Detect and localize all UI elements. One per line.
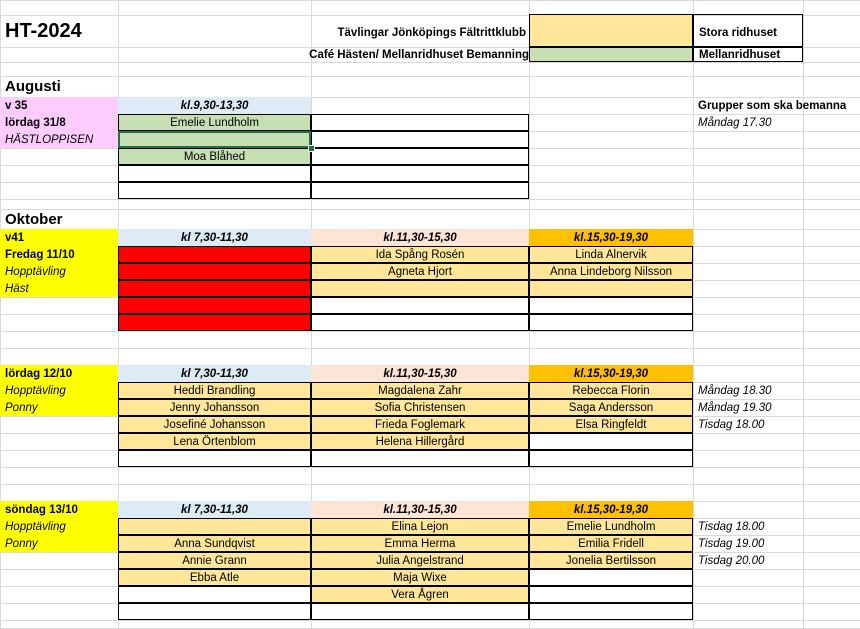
fredag-slot[interactable] (118, 297, 311, 314)
augusti-slot-empty[interactable] (311, 114, 529, 131)
fredag-slot[interactable] (118, 314, 311, 331)
sondag-slot[interactable]: Jonelia Bertilsson (529, 552, 693, 569)
sondag-slot[interactable]: Elina Lejon (311, 518, 529, 535)
lordag-event1: Hopptävling (5, 384, 66, 397)
sondag-slot[interactable] (529, 586, 693, 603)
sondag-slot[interactable] (118, 518, 311, 535)
sondag-slot[interactable]: Julia Angelstrand (311, 552, 529, 569)
legend-cafe-label: Café Hästen/ Mellanridhuset Bemanning (309, 48, 529, 61)
lordag-slot[interactable]: Heddi Brandling (118, 382, 311, 399)
fill-handle[interactable] (308, 145, 315, 152)
fredag-slot[interactable] (311, 280, 529, 297)
groups-heading: Grupper som ska bemanna (698, 99, 847, 112)
fredag-slot[interactable]: Linda Alnervik (529, 246, 693, 263)
fredag-slot[interactable]: Agneta Hjort (311, 263, 529, 280)
lordag-slot[interactable]: Sofia Christensen (311, 399, 529, 416)
sheet-title: HT-2024 (5, 19, 82, 42)
lordag-slot[interactable]: Helena Hillergård (311, 433, 529, 450)
lordag-slot[interactable]: Frieda Foglemark (311, 416, 529, 433)
lordag-slot[interactable]: Lena Örtenblom (118, 433, 311, 450)
sondag-slot[interactable]: Annie Grann (118, 552, 311, 569)
lordag-day: lördag 12/10 (5, 367, 73, 380)
fredag-slot[interactable] (118, 280, 311, 297)
sondag-event2: Ponny (5, 537, 38, 550)
fredag-slot[interactable] (118, 263, 311, 280)
sondag-time-header: kl.15,30-19,30 (529, 501, 693, 518)
lordag-event2: Ponny (5, 401, 38, 414)
section-augusti: Augusti (5, 78, 61, 95)
sondag-slot[interactable] (529, 569, 693, 586)
lordag-slot[interactable]: Magdalena Zahr (311, 382, 529, 399)
fredag-time-header: kl.15,30-19,30 (529, 229, 693, 246)
augusti-slot-empty[interactable] (311, 182, 529, 199)
lordag-slot[interactable]: Rebecca Florin (529, 382, 693, 399)
legend-stora-label: Stora ridhuset (693, 14, 803, 47)
augusti-slot-empty[interactable] (311, 165, 529, 182)
fredag-time-header: kl.11,30-15,30 (311, 229, 529, 246)
fredag-slot[interactable] (118, 246, 311, 263)
fredag-slot[interactable] (529, 280, 693, 297)
fredag-event1: Hopptävling (5, 265, 66, 278)
lordag-slot[interactable]: Saga Andersson (529, 399, 693, 416)
augusti-slot-empty[interactable] (311, 131, 529, 148)
lordag-time-header: kl.15,30-19,30 (529, 365, 693, 382)
lordag-time-header: kl 7,30-11,30 (118, 365, 311, 382)
augusti-event: HÄSTLOPPISEN (5, 133, 94, 146)
fredag-slot[interactable] (311, 314, 529, 331)
fredag-day: Fredag 11/10 (5, 248, 75, 261)
sondag-slot[interactable]: Ebba Atle (118, 569, 311, 586)
lordag-slot[interactable] (311, 450, 529, 467)
lordag-group-time: Tisdag 18.00 (698, 418, 765, 431)
augusti-time-header: kl.9,30-13,30 (118, 97, 311, 114)
legend-mellan-label: Mellanridhuset (693, 47, 803, 62)
sondag-slot[interactable] (118, 586, 311, 603)
lordag-slot[interactable] (529, 433, 693, 450)
sondag-group-time: Tisdag 19.00 (698, 537, 765, 550)
sondag-slot[interactable]: Emelie Lundholm (529, 518, 693, 535)
augusti-slot-empty[interactable] (311, 148, 529, 165)
lordag-slot[interactable]: Josefiné Johansson (118, 416, 311, 433)
fredag-event2: Häst (5, 282, 29, 295)
sondag-time-header: kl 7,30-11,30 (118, 501, 311, 518)
sondag-slot[interactable]: Anna Sundqvist (118, 535, 311, 552)
augusti-slot[interactable] (118, 131, 311, 148)
legend-stora-swatch[interactable] (529, 14, 693, 47)
fredag-slot[interactable] (311, 297, 529, 314)
sondag-slot[interactable] (529, 603, 693, 620)
fredag-slot[interactable]: Anna Lindeborg Nilsson (529, 263, 693, 280)
sondag-slot[interactable] (311, 603, 529, 620)
legend-comp-label: Tävlingar Jönköpings Fältrittklubb (337, 26, 526, 39)
sondag-group-time: Tisdag 18.00 (698, 520, 765, 533)
augusti-week: v 35 (5, 99, 28, 112)
lordag-slot[interactable] (118, 450, 311, 467)
fredag-week: v41 (5, 231, 25, 244)
fredag-slot[interactable] (529, 314, 693, 331)
sondag-slot[interactable]: Emma Herma (311, 535, 529, 552)
lordag-group-time: Måndag 19.30 (698, 401, 772, 414)
sondag-slot[interactable] (118, 603, 311, 620)
sondag-slot[interactable]: Vera Ågren (311, 586, 529, 603)
fredag-slot[interactable] (529, 297, 693, 314)
groups-time: Måndag 17.30 (698, 116, 772, 129)
augusti-slot[interactable]: Emelie Lundholm (118, 114, 311, 131)
lordag-slot[interactable] (529, 450, 693, 467)
sondag-slot[interactable]: Emilia Fridell (529, 535, 693, 552)
legend-mellan-swatch[interactable] (529, 47, 693, 62)
sondag-time-header: kl.11,30-15,30 (311, 501, 529, 518)
sondag-event1: Hopptävling (5, 520, 66, 533)
augusti-slot[interactable] (118, 182, 311, 199)
augusti-day: lördag 31/8 (5, 116, 66, 129)
augusti-slot[interactable] (118, 165, 311, 182)
sondag-day: söndag 13/10 (5, 503, 78, 516)
lordag-slot[interactable]: Jenny Johansson (118, 399, 311, 416)
lordag-time-header: kl.11,30-15,30 (311, 365, 529, 382)
sondag-group-time: Tisdag 20.00 (698, 554, 765, 567)
lordag-group-time: Måndag 18.30 (698, 384, 772, 397)
fredag-time-header: kl 7,30-11,30 (118, 229, 311, 246)
fredag-slot[interactable]: Ida Spång Rosén (311, 246, 529, 263)
lordag-slot[interactable]: Elsa Ringfeldt (529, 416, 693, 433)
augusti-slot[interactable]: Moa Blåhed (118, 148, 311, 165)
section-oktober: Oktober (5, 210, 63, 228)
sondag-slot[interactable]: Maja Wixe (311, 569, 529, 586)
